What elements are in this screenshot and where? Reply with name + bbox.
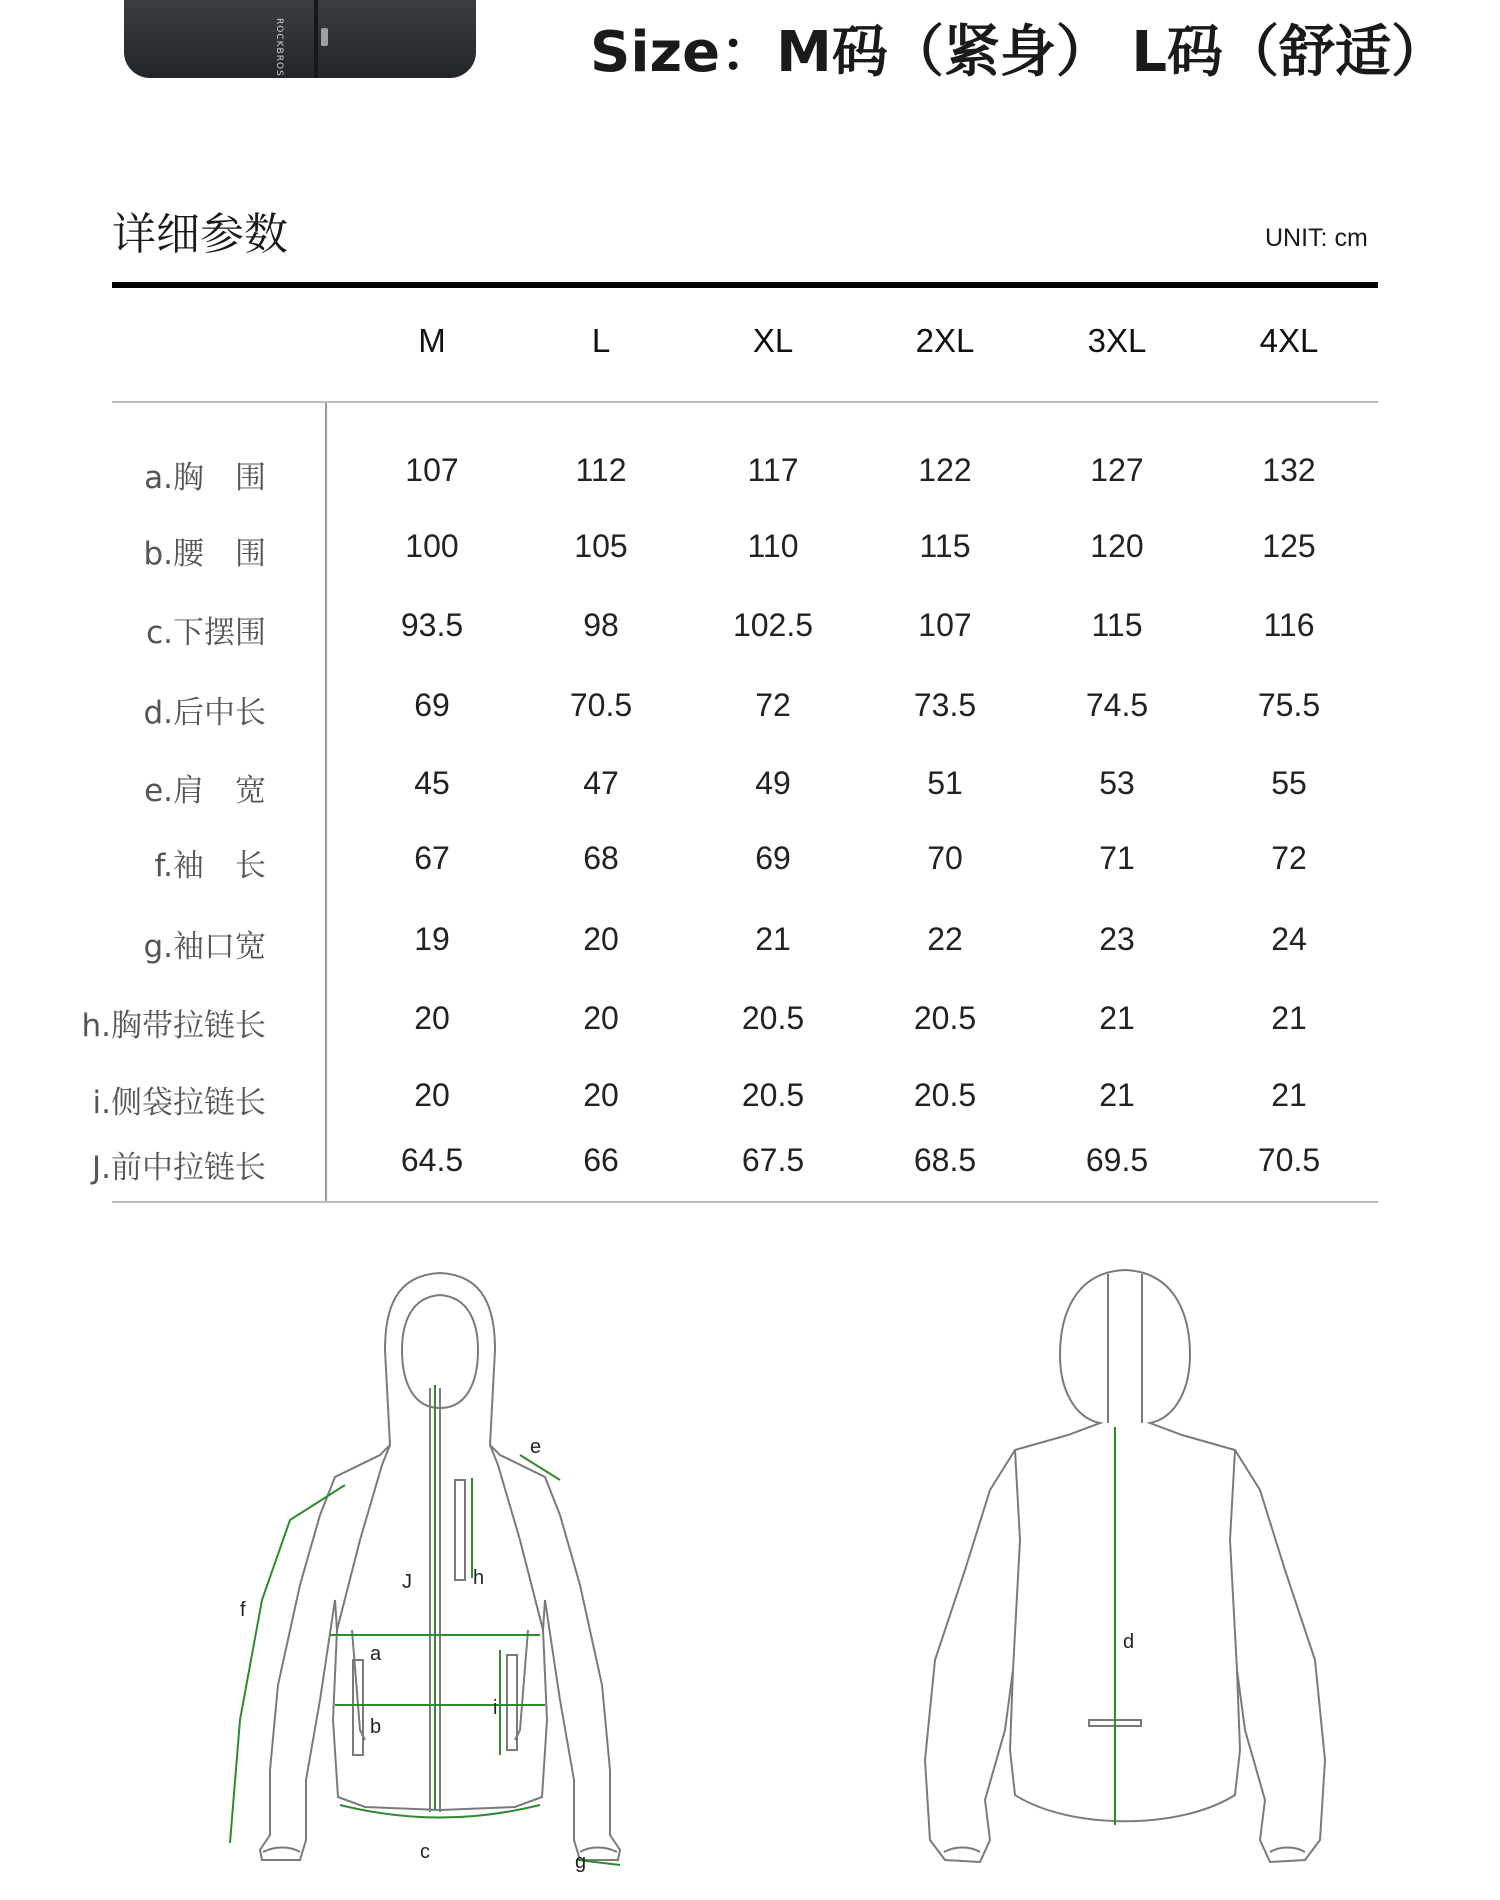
table-cell: 19: [414, 921, 450, 957]
label-column-divider: [325, 403, 327, 1201]
table-cell: 20: [414, 1077, 450, 1113]
header-divider: [112, 401, 1378, 403]
column-header: M: [418, 322, 446, 359]
label-c: c: [420, 1841, 430, 1863]
table-cell: 116: [1263, 607, 1315, 643]
table-cell: 120: [1090, 528, 1144, 564]
table-cell: 122: [918, 452, 972, 488]
table-cell: 69.5: [1085, 1142, 1149, 1178]
zipper-puller: [321, 28, 328, 46]
table-cell: 49: [755, 765, 791, 801]
table-cell: 68: [583, 840, 619, 876]
table-cell: 55: [1271, 765, 1307, 801]
column-header: 4XL: [1259, 322, 1319, 359]
label-f: f: [240, 1599, 246, 1621]
table-cell: 66: [583, 1142, 619, 1178]
row-label: g.袖口宽: [143, 929, 266, 965]
label-a: a: [370, 1643, 382, 1665]
size-recommendation: Size：M码（紧身） L码（舒适）: [590, 20, 1448, 85]
label-e: e: [530, 1436, 542, 1458]
table-cell: 71: [1099, 840, 1135, 876]
label-b: b: [370, 1716, 382, 1738]
table-cell: 20.5: [741, 1077, 805, 1113]
table-cell: 64.5: [400, 1142, 464, 1178]
table-cell: 21: [1271, 1000, 1307, 1036]
table-cell: 51: [927, 765, 963, 801]
table-cell: 20: [414, 1000, 450, 1036]
table-cell: 100: [405, 528, 459, 564]
table-cell: 20: [583, 1077, 619, 1113]
unit-label: UNIT: cm: [1265, 224, 1368, 252]
table-cell: 70.5: [1257, 1142, 1321, 1178]
label-h: h: [473, 1567, 485, 1589]
table-cell: 75.5: [1257, 687, 1321, 723]
table-cell: 74.5: [1085, 687, 1149, 723]
table-cell: 93.5: [400, 607, 464, 643]
column-header: XL: [752, 322, 794, 359]
table-cell: 107: [405, 452, 459, 488]
column-header: 2XL: [915, 322, 975, 359]
row-label: J.前中拉链长: [92, 1150, 266, 1186]
row-label: a.胸 围: [144, 460, 266, 496]
table-cell: 112: [575, 452, 627, 488]
row-label: d.后中长: [143, 695, 266, 731]
row-label: b.腰 围: [143, 536, 266, 572]
table-cell: 21: [1099, 1000, 1135, 1036]
table-cell: 102.5: [732, 607, 814, 643]
table-cell: 110: [747, 528, 799, 564]
table-cell: 21: [1271, 1077, 1307, 1113]
table-cell: 98: [583, 607, 619, 643]
table-cell: 20: [583, 1000, 619, 1036]
header-rule: [112, 282, 1378, 288]
label-g: g: [575, 1851, 587, 1873]
section-title: 详细参数: [112, 209, 288, 260]
table-cell: 73.5: [913, 687, 977, 723]
jacket-front-measure-lines: [230, 1385, 620, 1865]
row-label: c.下摆围: [146, 615, 266, 651]
table-cell: 23: [1099, 921, 1135, 957]
table-cell: 67.5: [741, 1142, 805, 1178]
table-cell: 117: [747, 452, 799, 488]
table-cell: 69: [414, 687, 450, 723]
jacket-zipper: [314, 0, 318, 78]
jacket-back-outline: [925, 1270, 1325, 1862]
table-cell: 127: [1090, 452, 1144, 488]
table-cell: 20: [583, 921, 619, 957]
label-d: d: [1123, 1631, 1135, 1653]
table-cell: 67: [414, 840, 450, 876]
table-cell: 70: [927, 840, 963, 876]
measure-line-f: [230, 1485, 345, 1843]
row-label: e.肩 宽: [144, 773, 266, 809]
table-cell: 115: [1091, 607, 1143, 643]
row-label: f.袖 长: [154, 848, 266, 884]
table-cell: 20.5: [913, 1000, 977, 1036]
table-cell: 24: [1271, 921, 1307, 957]
table-cell: 72: [755, 687, 791, 723]
measurement-diagram: [0, 1240, 1500, 1880]
table-cell: 105: [574, 528, 628, 564]
column-header: L: [591, 322, 611, 359]
column-header: 3XL: [1087, 322, 1147, 359]
label-j: J: [402, 1571, 412, 1593]
table-cell: 45: [414, 765, 450, 801]
table-cell: 70.5: [569, 687, 633, 723]
table-cell: 68.5: [913, 1142, 977, 1178]
table-cell: 132: [1262, 452, 1316, 488]
table-cell: 107: [918, 607, 972, 643]
brand-print: ROCKBROS: [274, 18, 284, 77]
table-cell: 47: [583, 765, 619, 801]
table-cell: 21: [1099, 1077, 1135, 1113]
table-cell: 20.5: [913, 1077, 977, 1113]
row-label: h.胸带拉链长: [81, 1008, 266, 1044]
table-cell: 125: [1262, 528, 1316, 564]
label-i: i: [493, 1697, 498, 1719]
product-photo: [124, 0, 476, 78]
table-cell: 21: [755, 921, 791, 957]
table-bottom-rule: [112, 1201, 1378, 1203]
row-label: i.侧袋拉链长: [92, 1085, 266, 1121]
table-cell: 53: [1099, 765, 1135, 801]
table-cell: 115: [919, 528, 971, 564]
table-cell: 22: [927, 921, 963, 957]
table-cell: 20.5: [741, 1000, 805, 1036]
table-cell: 69: [755, 840, 791, 876]
jacket-front-labels: [240, 1436, 586, 1873]
table-cell: 72: [1271, 840, 1307, 876]
